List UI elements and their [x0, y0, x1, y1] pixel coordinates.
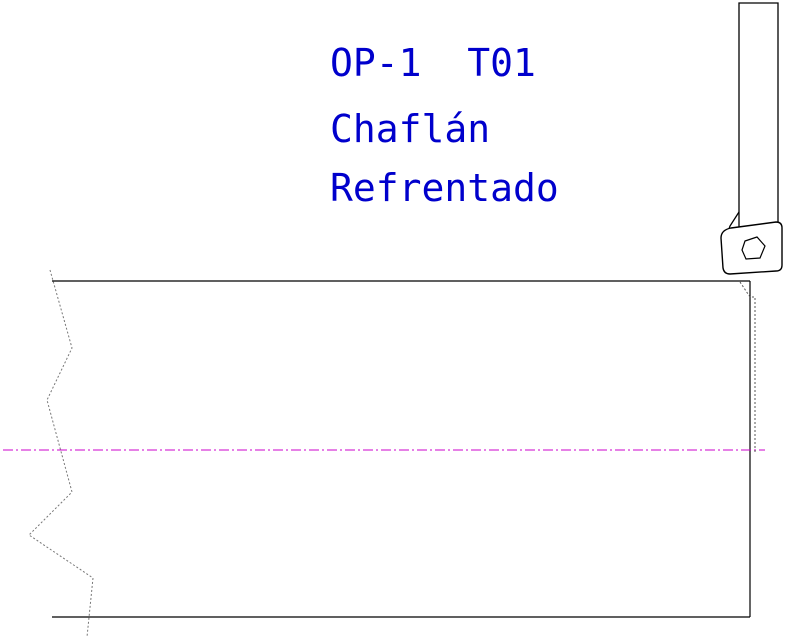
cutting-tool	[721, 3, 782, 274]
operation-facing-label: Refrentado	[330, 166, 559, 210]
tool-holder-shank	[739, 3, 778, 233]
tool-path	[740, 282, 755, 452]
operation-chamfer-label: Chaflán	[330, 107, 491, 151]
operation-title: OP-1 T01	[330, 41, 536, 85]
workpiece	[52, 281, 750, 617]
break-line	[29, 270, 93, 637]
